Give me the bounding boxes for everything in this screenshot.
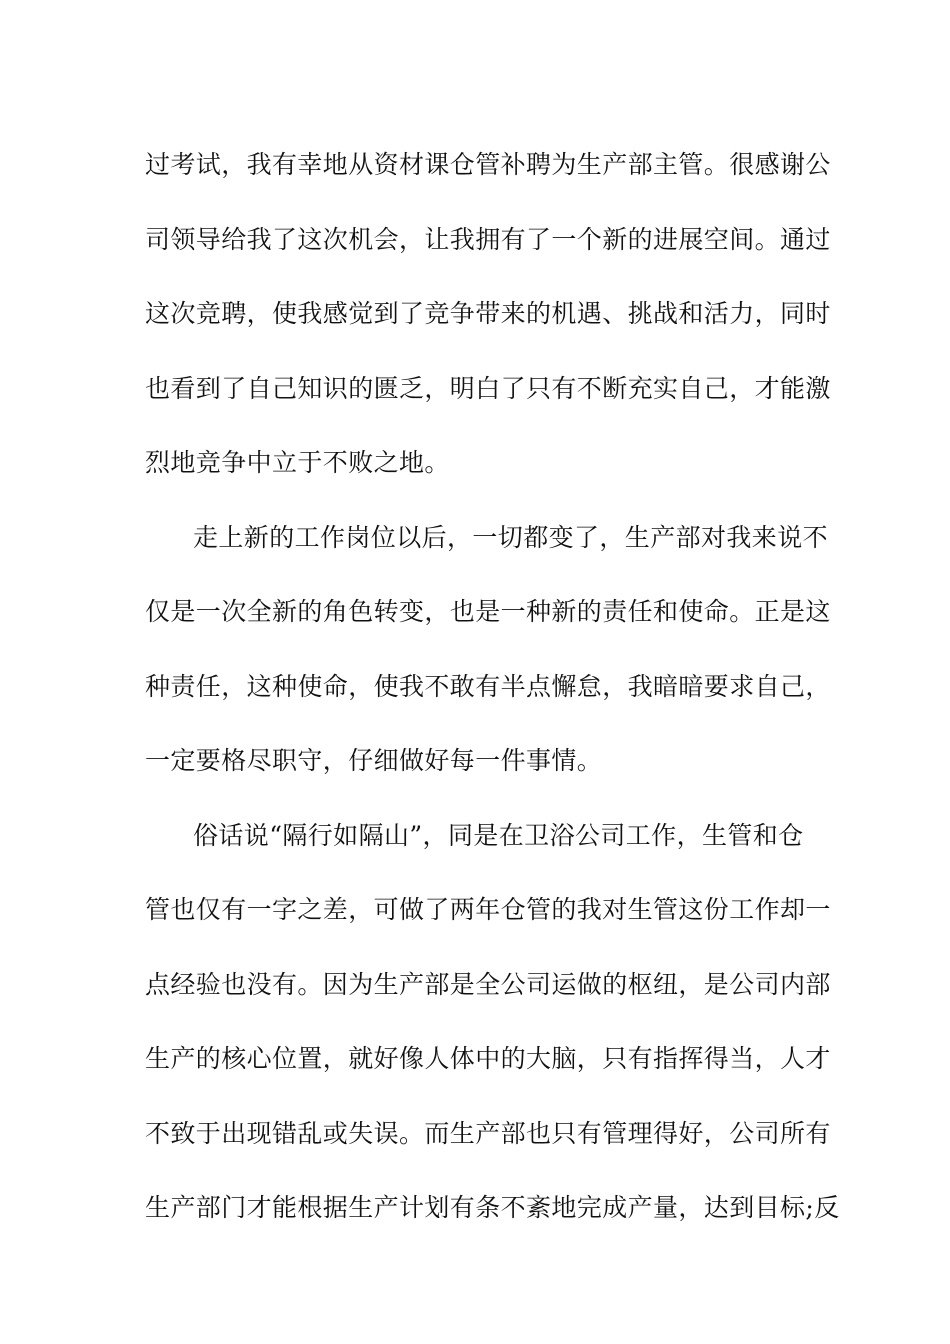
text-line: 一定要格尽职守，仔细做好每一件事情。 bbox=[145, 746, 603, 775]
text-line: 这次竞聘，使我感觉到了竞争带来的机遇、挑战和活力，同时 bbox=[145, 299, 831, 328]
text-line: 烈地竞争中立于不败之地。 bbox=[145, 448, 450, 477]
text-line: 管也仅有一字之差，可做了两年仓管的我对生管这份工作却一 bbox=[145, 895, 831, 924]
text-line: 过考试，我有幸地从资材课仓管补聘为生产部主管。很感谢公 bbox=[145, 150, 831, 179]
text-line: 司领导给我了这次机会，让我拥有了一个新的进展空间。通过 bbox=[145, 224, 831, 254]
text-line: 生产部门才能根据生产计划有条不紊地完成产量，达到目标;反 bbox=[145, 1193, 840, 1222]
text-line: 点经验也没有。因为生产部是全公司运做的枢纽，是公司内部 bbox=[145, 969, 831, 999]
text-line: 不致于出现错乱或失误。而生产部也只有管理得好，公司所有 bbox=[145, 1118, 831, 1148]
paragraph-1 bbox=[145, 128, 831, 501]
text-line: 俗话说“隔行如隔山”，同是在卫浴公司工作，生管和仓 bbox=[193, 820, 804, 850]
text-line: 也看到了自己知识的匮乏，明白了只有不断充实自己，才能激 bbox=[145, 373, 831, 403]
text-line: 种责任，这种使命，使我不敢有半点懈怠，我暗暗要求自己， bbox=[145, 671, 831, 701]
text-line: 走上新的工作岗位以后，一切都变了，生产部对我来说不 bbox=[193, 522, 829, 552]
paragraph-3 bbox=[145, 799, 840, 1246]
paragraph-2 bbox=[145, 501, 831, 799]
text-line: 仅是一次全新的角色转变，也是一种新的责任和使命。正是这 bbox=[145, 597, 831, 626]
document-body bbox=[145, 128, 840, 1246]
text-line: 生产的核心位置，就好像人体中的大脑，只有指挥得当，人才 bbox=[145, 1044, 831, 1073]
